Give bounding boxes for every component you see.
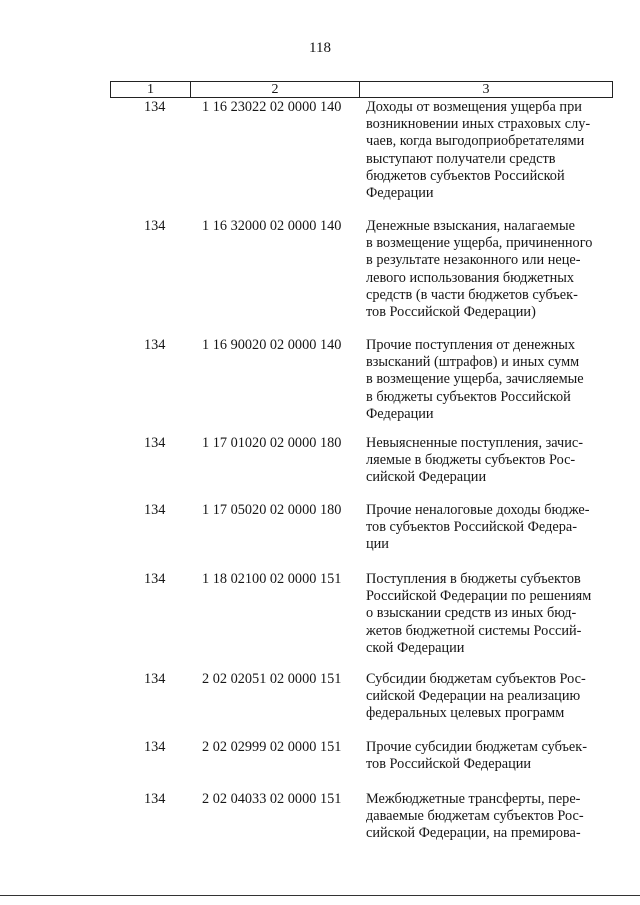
description-line: сийской Федерации на реализацию	[366, 688, 581, 705]
description-line: левого использования бюджетных	[366, 269, 575, 286]
description-cell	[366, 435, 611, 487]
admin-code-cell: 134	[144, 791, 166, 807]
description-line: Прочие неналоговые доходы бюдже-	[366, 502, 590, 518]
bottom-divider	[0, 895, 640, 896]
page-number: 118	[309, 40, 331, 56]
description-cell	[366, 218, 611, 321]
description-line: даваемые бюджетам субъектов Рос-	[366, 808, 584, 825]
description-line: в результате незаконного или неце-	[366, 252, 581, 269]
description-cell	[366, 571, 611, 657]
description-cell	[366, 671, 611, 723]
budget-code-cell: 2 02 02051 02 0000 151	[202, 671, 342, 687]
description-line: в бюджеты субъектов Российской	[366, 388, 571, 405]
admin-code-cell: 134	[144, 435, 166, 451]
description-line: Российской Федерации по решениям	[366, 588, 592, 605]
table-header	[110, 81, 613, 98]
admin-code-cell: 134	[144, 218, 166, 234]
description-line: бюджетов субъектов Российской	[366, 167, 565, 184]
description-line: Федерации	[366, 405, 434, 422]
header-column-2: 2	[191, 82, 360, 97]
description-cell	[366, 791, 611, 843]
description-line: выступают получатели средств	[366, 150, 556, 167]
budget-code-cell: 1 18 02100 02 0000 151	[202, 571, 342, 587]
description-cell	[366, 337, 611, 423]
description-line: Поступления в бюджеты субъектов	[366, 571, 581, 587]
description-line: Денежные взыскания, налагаемые	[366, 218, 575, 234]
description-line: тов Российской Федерации)	[366, 304, 536, 321]
description-line: в возмещение ущерба, зачисляемые	[366, 371, 584, 388]
admin-code-cell: 134	[144, 337, 166, 353]
description-line: Межбюджетные трансферты, пере-	[366, 791, 581, 807]
description-line: Субсидии бюджетам субъектов Рос-	[366, 671, 586, 687]
description-line: ляемые в бюджеты субъектов Рос-	[366, 452, 576, 469]
budget-code-cell: 1 16 90020 02 0000 140	[202, 337, 342, 353]
description-line: Доходы от возмещения ущерба при	[366, 99, 582, 115]
admin-code-cell: 134	[144, 739, 166, 755]
description-cell	[366, 739, 611, 773]
description-line: чаев, когда выгодоприобретателями	[366, 133, 585, 150]
description-line: ции	[366, 536, 389, 553]
description-line: средств (в части бюджетов субъек-	[366, 286, 578, 303]
admin-code-cell: 134	[144, 571, 166, 587]
description-line: Прочие субсидии бюджетам субъек-	[366, 739, 587, 755]
budget-code-cell: 1 17 05020 02 0000 180	[202, 502, 342, 518]
description-line: возникновении иных страховых слу-	[366, 116, 591, 133]
description-line: ской Федерации	[366, 639, 465, 656]
description-line: взысканий (штрафов) и иных сумм	[366, 354, 580, 371]
description-line: тов субъектов Российской Федера-	[366, 519, 577, 536]
description-line: Невыясненные поступления, зачис-	[366, 435, 584, 451]
description-line: федеральных целевых программ	[366, 705, 565, 722]
description-line: Прочие поступления от денежных	[366, 337, 575, 353]
description-line: тов Российской Федерации	[366, 756, 532, 773]
budget-code-cell: 1 17 01020 02 0000 180	[202, 435, 342, 451]
admin-code-cell: 134	[144, 502, 166, 518]
description-line: сийской Федерации, на премирова-	[366, 825, 581, 842]
budget-code-cell: 1 16 23022 02 0000 140	[202, 99, 342, 115]
admin-code-cell: 134	[144, 99, 166, 115]
description-line: о взыскании средств из иных бюд-	[366, 605, 577, 622]
budget-code-cell: 2 02 04033 02 0000 151	[202, 791, 342, 807]
header-column-1: 1	[111, 82, 191, 97]
description-line: жетов бюджетной системы Россий-	[366, 622, 582, 639]
description-cell	[366, 502, 611, 554]
budget-code-cell: 2 02 02999 02 0000 151	[202, 739, 342, 755]
budget-code-cell: 1 16 32000 02 0000 140	[202, 218, 342, 234]
admin-code-cell: 134	[144, 671, 166, 687]
description-line: Федерации	[366, 185, 434, 202]
description-line: в возмещение ущерба, причиненного	[366, 235, 593, 252]
header-column-3: 3	[482, 82, 490, 97]
description-cell	[366, 99, 611, 202]
description-line: сийской Федерации	[366, 469, 487, 486]
